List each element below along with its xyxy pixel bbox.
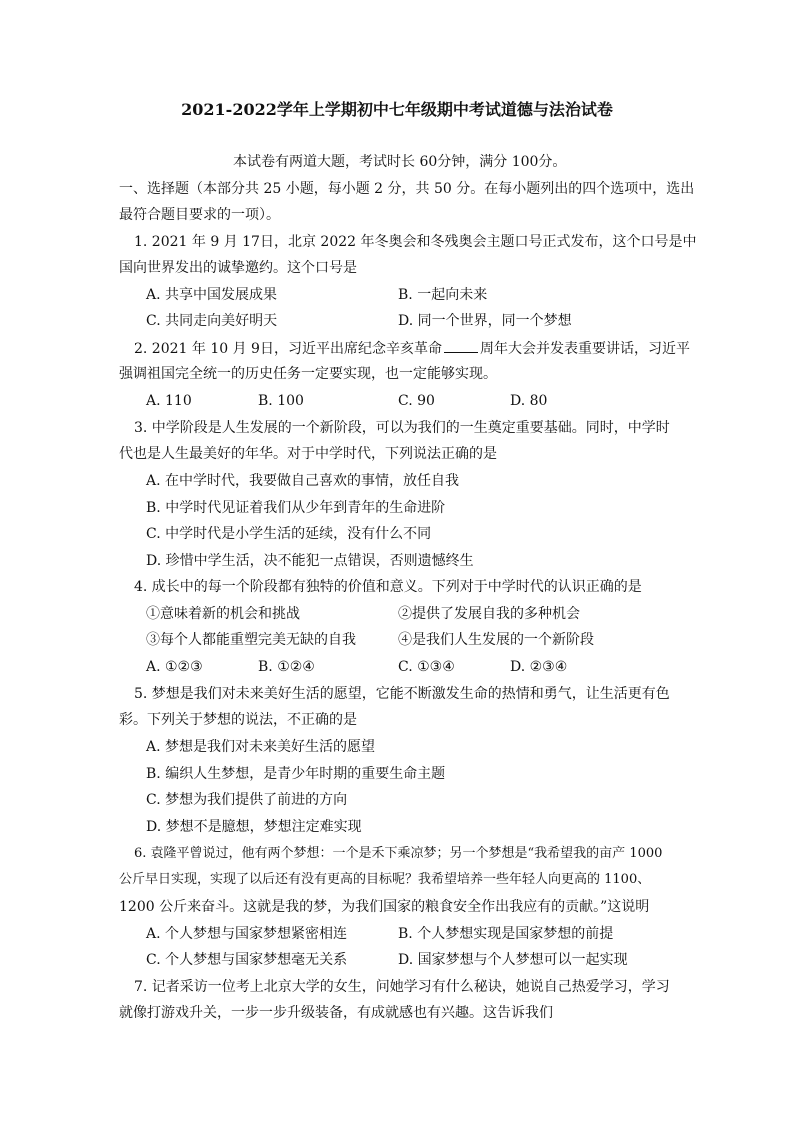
- q3-option-d: D. 珍惜中学生活，决不能犯一点错误，否则遗憾终生: [146, 553, 474, 569]
- q3-stem-cont: 代也是人生最美好的年华。对于中学时代，下列说法正确的是: [119, 446, 497, 462]
- section-heading-cont: 最符合题目要求的一项）。: [119, 207, 280, 223]
- q1-option-c: C. 共同走向美好明天: [146, 313, 278, 329]
- q7-stem-cont: 就像打游戏升关，一步一步升级装备，有成就感也有兴趣。这告诉我们: [119, 1005, 553, 1021]
- q2-stem-post: 周年大会并发表重要讲话，习近平: [479, 341, 690, 357]
- q2-option-c: C. 90: [398, 393, 435, 409]
- q7-stem: 7. 记者采访一位考上北京大学的女生，问她学习有什么秘诀，她说自己热爱学习，学习: [134, 979, 670, 995]
- q1-stem-cont: 国向世界发出的诚挚邀约。这个口号是: [119, 260, 357, 276]
- q4-statement-2: ②提供了发展自我的多种机会: [398, 606, 580, 622]
- q2-option-d: D. 80: [510, 393, 548, 409]
- q3-option-a: A. 在中学时代，我要做自己喜欢的事情，放任自我: [146, 473, 460, 489]
- q2-option-b: B. 100: [258, 393, 304, 409]
- q1-stem: 1. 2021 年 9 月 17日，北京 2022 年冬奥会和冬残奥会主题口号正式发布，这个口号是中: [134, 234, 697, 250]
- q4-option-b: B. ①②④: [258, 659, 315, 675]
- q6-option-d: D. 国家梦想与个人梦想可以一起实现: [398, 952, 628, 968]
- q4-statement-4: ④是我们人生发展的一个新阶段: [398, 632, 594, 648]
- exam-title: 2021-2022学年上学期初中七年级期中考试道德与法治试卷: [181, 100, 613, 119]
- q1-option-a: A. 共享中国发展成果: [146, 287, 278, 303]
- q5-stem: 5. 梦想是我们对未来美好生活的愿望，它能不断激发生命的热情和勇气，让生活更有色: [134, 686, 670, 702]
- q4-option-a: A. ①②③: [146, 659, 203, 675]
- q4-statement-1: ①意味着新的机会和挑战: [146, 606, 300, 622]
- exam-note: 本试卷有两道大题，考试时长 60分钟，满分 100分。: [233, 154, 567, 170]
- q2-answer-blank: [444, 339, 478, 353]
- q5-option-b: B. 编织人生梦想，是青少年时期的重要生命主题: [146, 766, 446, 782]
- q5-option-d: D. 梦想不是臆想，梦想注定难实现: [146, 819, 362, 835]
- q3-stem: 3. 中学阶段是人生发展的一个新阶段，可以为我们的一生奠定重要基础。同时，中学时: [134, 420, 670, 436]
- q2-stem-pre: 2. 2021 年 10 月 9日，习近平出席纪念辛亥革命: [134, 341, 442, 357]
- q5-stem-cont: 彩。下列关于梦想的说法，不正确的是: [119, 712, 357, 728]
- q4-option-d: D. ②③④: [510, 659, 568, 675]
- q3-option-b: B. 中学时代见证着我们从少年到青年的生命进阶: [146, 500, 446, 516]
- q1-option-d: D. 同一个世界，同一个梦想: [398, 313, 572, 329]
- q4-statement-3: ③每个人都能重塑完美无缺的自我: [146, 632, 356, 648]
- section-heading: 一、选择题（本部分共 25 小题，每小题 2 分，共 50 分。在每小题列出的四个选项中，选出: [119, 181, 695, 197]
- q6-stem: 6. 袁隆平曾说过，他有两个梦想：一个是禾下乘凉梦；另一个梦想是“我希望我的亩产 1000: [134, 846, 663, 861]
- q6-stem-cont: 公斤早日实现，实现了以后还有没有更高的目标呢？我希望培养一些年轻人向更高的 1100、: [119, 872, 651, 887]
- q6-option-c: C. 个人梦想与国家梦想毫无关系: [146, 952, 348, 968]
- q2-option-a: A. 110: [146, 393, 192, 409]
- q4-option-c: C. ①③④: [398, 659, 455, 675]
- q2-stem: [134, 339, 690, 358]
- q3-option-c: C. 中学时代是小学生活的延续，没有什么不同: [146, 526, 432, 542]
- q5-option-a: A. 梦想是我们对未来美好生活的愿望: [146, 739, 376, 755]
- q5-option-c: C. 梦想为我们提供了前进的方向: [146, 792, 348, 808]
- q6-stem-cont-2: 1200 公斤来奋斗。这就是我的梦，为我们国家的粮食安全作出我应有的贡献。”这说明: [119, 899, 650, 915]
- q2-stem-cont: 强调祖国完全统一的历史任务一定要实现，也一定能够实现。: [119, 366, 497, 382]
- q6-option-b: B. 个人梦想实现是国家梦想的前提: [398, 926, 614, 942]
- q6-option-a: A. 个人梦想与国家梦想紧密相连: [146, 926, 348, 942]
- q1-option-b: B. 一起向未来: [398, 287, 488, 303]
- q4-stem: 4. 成长中的每一个阶段都有独特的价值和意义。下列对于中学时代的认识正确的是: [134, 579, 642, 595]
